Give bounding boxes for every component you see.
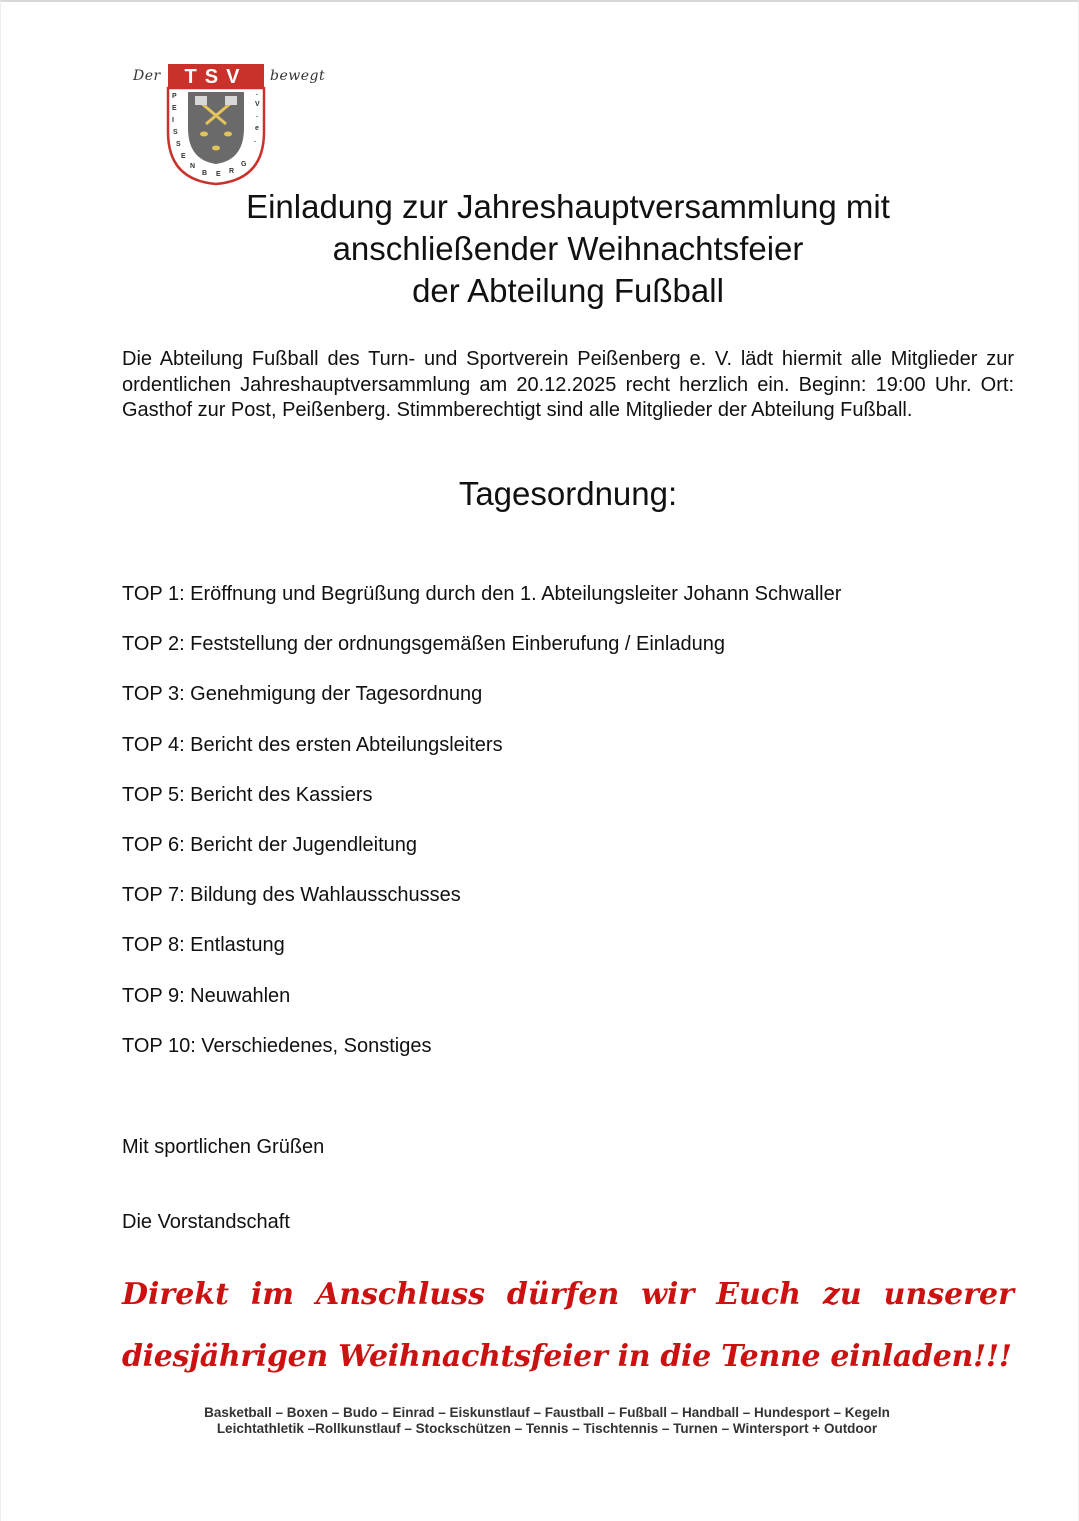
title-line-1: Einladung zur Jahreshauptversammlung mit (246, 188, 890, 225)
agenda-item-2: TOP 2: Feststellung der ordnungsgemäßen Einberufung / Einladung (122, 633, 725, 656)
svg-text:.: . (254, 137, 256, 144)
svg-text:P: P (172, 93, 177, 100)
agenda-item-7: TOP 7: Bildung des Wahlausschusses (122, 884, 461, 907)
agenda-item-4: TOP 4: Bericht des ersten Abteilungsleiters (122, 733, 503, 756)
sports-footer (0, 1405, 1079, 1437)
announcement-word: zu (822, 1277, 862, 1312)
svg-text:.: . (256, 90, 258, 97)
footer-line-1: Basketball – Boxen – Budo – Einrad – Eiskunstlauf – Faustball – Fußball – Handball – Hundesport – Kegeln (204, 1405, 890, 1420)
svg-text:E: E (216, 171, 221, 178)
announcement-word: dürfen (506, 1277, 620, 1312)
agenda-item-3: TOP 3: Genehmigung der Tagesordnung (122, 683, 483, 706)
announcement-word: wir (641, 1277, 695, 1312)
agenda-list (122, 581, 1014, 1083)
svg-text:TSV: TSV (184, 66, 248, 88)
title-line-2: anschließender Weihnachtsfeier (332, 230, 804, 267)
agenda-item-10: TOP 10: Verschiedenes, Sonstiges (122, 1034, 432, 1057)
agenda-item-1: TOP 1: Eröffnung und Begrüßung durch den 1. Abteilungsleiter Johann Schwaller (122, 583, 842, 605)
svg-text:E: E (181, 153, 186, 160)
agenda-item-9: TOP 9: Neuwahlen (122, 984, 291, 1007)
footer-line-2: Leichtathletik –Rollkunstlauf – Stockschützen – Tennis – Tischtennis – Turnen – Wintersport + Outdoor (216, 1421, 878, 1436)
closing-signature: Die Vorstandschaft (122, 1211, 290, 1233)
club-logo (128, 62, 328, 192)
announcement-word: Anschluss (315, 1277, 485, 1312)
svg-text:V: V (255, 101, 260, 108)
announcement-word: unserer (883, 1277, 1014, 1312)
club-crest-icon (166, 62, 266, 187)
agenda-item-8: TOP 8: Entlastung (122, 934, 285, 957)
svg-text:G: G (241, 161, 247, 168)
announcement-word: Euch (716, 1277, 801, 1312)
announcement-line-1 (122, 1264, 1014, 1326)
title-line-3: der Abteilung Fußball (412, 272, 724, 309)
announcement-word: Direkt (122, 1277, 229, 1312)
svg-text:.: . (256, 112, 258, 119)
svg-text:I: I (172, 117, 174, 124)
svg-text:e: e (255, 125, 259, 132)
christmas-announcement (122, 1264, 1014, 1388)
intro-paragraph: Die Abteilung Fußball des Turn- und Sportverein Peißenberg e. V. lädt hiermit alle Mitglieder zur ordentlichen Jahreshauptversammlung am 20.12.2025 recht herzlich ein. Beginn: 19:00 Uhr. Ort: Gasthof zur Post, Peißenberg. Stimmberechtigt sind alle Mitglieder der Abteilung Fußball. (122, 348, 1014, 421)
svg-text:S: S (173, 129, 178, 136)
agenda-heading: Tagesordnung: (458, 475, 678, 512)
agenda-item-5: TOP 5: Bericht des Kassiers (122, 783, 373, 806)
svg-text:E: E (172, 105, 177, 112)
svg-text:N: N (190, 163, 196, 170)
agenda-item-6: TOP 6: Bericht der Jugendleitung (122, 833, 417, 856)
closing-greeting: Mit sportlichen Grüßen (122, 1136, 325, 1158)
logo-right-text: bewegt (270, 68, 326, 84)
svg-text:B: B (202, 170, 208, 177)
announcement-line-2: diesjährigen Weihnachtsfeier in die Tenne einladen!!! (122, 1339, 1012, 1374)
announcement-word: im (250, 1277, 295, 1312)
svg-text:S: S (176, 141, 181, 148)
svg-text:R: R (229, 168, 235, 175)
page-title (140, 186, 996, 312)
logo-left-text: Der (133, 68, 161, 84)
